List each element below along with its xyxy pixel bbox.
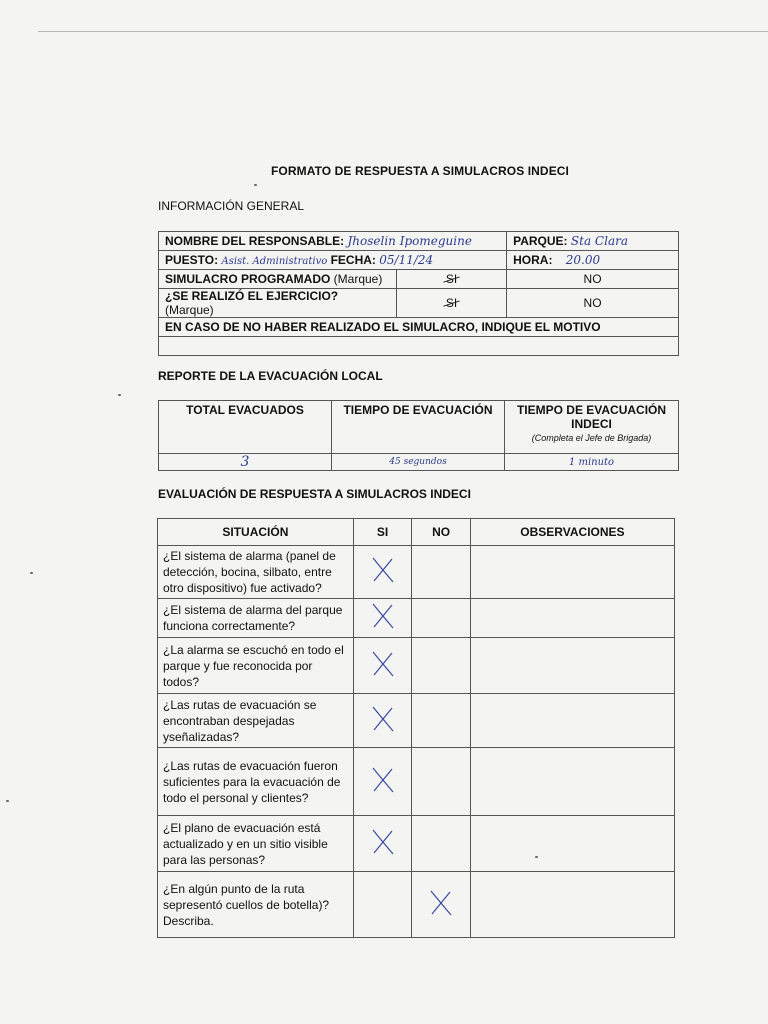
realizo-si-cell[interactable]	[397, 289, 507, 318]
tiempo-evacuacion-header: TIEMPO DE EVACUACIÓN	[332, 401, 505, 454]
handwritten-x-mark-icon	[370, 649, 396, 675]
realizo-si-option[interactable]: SI	[445, 296, 458, 310]
no-checkbox-cell[interactable]	[412, 816, 471, 872]
evaluation-row	[158, 694, 675, 748]
realizo-no-cell[interactable]	[507, 289, 679, 318]
motivo-field[interactable]	[159, 337, 679, 356]
scan-speck	[30, 572, 33, 574]
evaluation-row	[158, 599, 675, 638]
scan-edge-line	[38, 31, 768, 32]
scan-speck	[118, 394, 121, 396]
jefe-brigada-note: (Completa el Jefe de Brigada)	[531, 433, 652, 443]
puesto-label: PUESTO:	[165, 253, 219, 267]
handwritten-x-mark-icon	[428, 888, 454, 914]
programado-label: SIMULACRO PROGRAMADO	[165, 272, 331, 286]
evaluation-row	[158, 816, 675, 872]
handwritten-x-mark-icon	[370, 827, 396, 853]
evac-local-table	[158, 400, 679, 471]
programado-si-cell[interactable]	[397, 270, 507, 289]
si-checkbox-cell[interactable]	[353, 546, 412, 599]
programado-no-cell[interactable]	[507, 270, 679, 289]
situacion-question: ¿Las rutas de evacuación fueron suficientes para la evacuación de todo el personal y clientes?	[158, 748, 354, 816]
general-section-title: INFORMACIÓN GENERAL	[158, 199, 305, 213]
tiempo-indeci-header	[505, 401, 679, 454]
responsable-label: NOMBRE DEL RESPONSABLE:	[165, 234, 345, 248]
form-title: FORMATO DE RESPUESTA A SIMULACROS INDECI	[270, 164, 569, 178]
observaciones-field[interactable]	[470, 638, 674, 694]
situacion-header: SITUACIÓN	[158, 519, 354, 546]
no-checkbox-cell[interactable]	[412, 872, 471, 938]
si-checkbox-cell[interactable]	[353, 638, 412, 694]
fecha-value[interactable]: 05/11/24	[379, 253, 434, 267]
no-checkbox-cell[interactable]	[412, 748, 471, 816]
programado-si-option[interactable]: SI	[445, 272, 458, 286]
parque-label: PARQUE:	[513, 234, 568, 248]
fecha-label: FECHA:	[330, 253, 376, 267]
scan-speck	[254, 184, 257, 186]
evaluation-table	[157, 518, 675, 938]
si-checkbox-cell[interactable]	[353, 872, 412, 938]
hora-cell	[507, 251, 679, 270]
responsable-value[interactable]: Jhoselin Ipomeguine	[347, 234, 472, 248]
hora-value[interactable]: 20.00	[565, 253, 601, 267]
observaciones-field[interactable]	[470, 694, 674, 748]
si-checkbox-cell[interactable]	[353, 694, 412, 748]
si-header: SI	[353, 519, 412, 546]
total-evacuados-value[interactable]: 3	[159, 454, 332, 471]
situacion-question: ¿Las rutas de evacuación se encontraban despejadas yseñalizadas?	[158, 694, 354, 748]
evaluation-row	[158, 748, 675, 816]
programado-no-option[interactable]: NO	[583, 272, 602, 286]
situacion-question: ¿En algún punto de la ruta sepresentó cuellos de botella)? Describa.	[158, 872, 354, 938]
handwritten-x-mark-icon	[370, 601, 396, 627]
observaciones-field[interactable]	[470, 546, 674, 599]
situacion-question: ¿La alarma se escuchó en todo el parque y fue reconocida por todos?	[158, 638, 354, 694]
evaluation-row	[158, 872, 675, 938]
evaluation-row	[158, 546, 675, 599]
programado-hint: (Marque)	[333, 272, 383, 286]
parque-value[interactable]: Sta Clara	[570, 234, 628, 248]
tiempo-indeci-value[interactable]: 1 minuto	[505, 454, 679, 471]
no-checkbox-cell[interactable]	[412, 599, 471, 638]
observaciones-field[interactable]	[470, 748, 674, 816]
handwritten-x-mark-icon	[370, 704, 396, 730]
tiempo-indeci-label: TIEMPO DE EVACUACIÓN INDECI	[516, 403, 667, 431]
evaluation-rows	[158, 546, 675, 938]
observaciones-header: OBSERVACIONES	[470, 519, 674, 546]
no-checkbox-cell[interactable]	[412, 638, 471, 694]
puesto-value[interactable]: Asist. Administrativo	[221, 256, 328, 267]
situacion-question: ¿El sistema de alarma del parque funciona correctamente?	[158, 599, 354, 638]
handwritten-x-mark-icon	[370, 555, 396, 581]
responsable-cell	[159, 232, 507, 251]
total-evacuados-header: TOTAL EVACUADOS	[159, 401, 332, 454]
handwritten-x-mark-icon	[370, 765, 396, 791]
general-info-table	[158, 231, 679, 356]
realizo-hint: (Marque)	[165, 303, 214, 317]
tiempo-evacuacion-value[interactable]: 45 segundos	[332, 454, 505, 471]
observaciones-field[interactable]	[470, 599, 674, 638]
no-header: NO	[412, 519, 471, 546]
si-checkbox-cell[interactable]	[353, 599, 412, 638]
observaciones-field[interactable]	[470, 816, 674, 872]
motivo-label: EN CASO DE NO HABER REALIZADO EL SIMULACRO, INDIQUE EL MOTIVO	[159, 318, 679, 337]
puesto-fecha-cell	[159, 251, 507, 270]
hora-label: HORA:	[513, 253, 553, 267]
observaciones-field[interactable]	[470, 872, 674, 938]
si-checkbox-cell[interactable]	[353, 816, 412, 872]
realizo-cell	[159, 289, 397, 318]
evaluation-row	[158, 638, 675, 694]
parque-cell	[507, 232, 679, 251]
si-checkbox-cell[interactable]	[353, 748, 412, 816]
no-checkbox-cell[interactable]	[412, 694, 471, 748]
situacion-question: ¿El plano de evacuación está actualizado y en un sitio visible para las personas?	[158, 816, 354, 872]
realizo-label: ¿SE REALIZÓ EL EJERCICIO?	[165, 289, 339, 303]
evac-section-title: REPORTE DE LA EVACUACIÓN LOCAL	[158, 369, 383, 383]
situacion-question: ¿El sistema de alarma (panel de detección, bocina, silbato, entre otro dispositivo) fue activado?	[158, 546, 354, 599]
scan-speck	[6, 800, 9, 802]
programado-cell	[159, 270, 397, 289]
no-checkbox-cell[interactable]	[412, 546, 471, 599]
realizo-no-option[interactable]: NO	[583, 296, 602, 310]
evaluation-section-title: EVALUACIÓN DE RESPUESTA A SIMULACROS INDECI	[158, 487, 471, 501]
